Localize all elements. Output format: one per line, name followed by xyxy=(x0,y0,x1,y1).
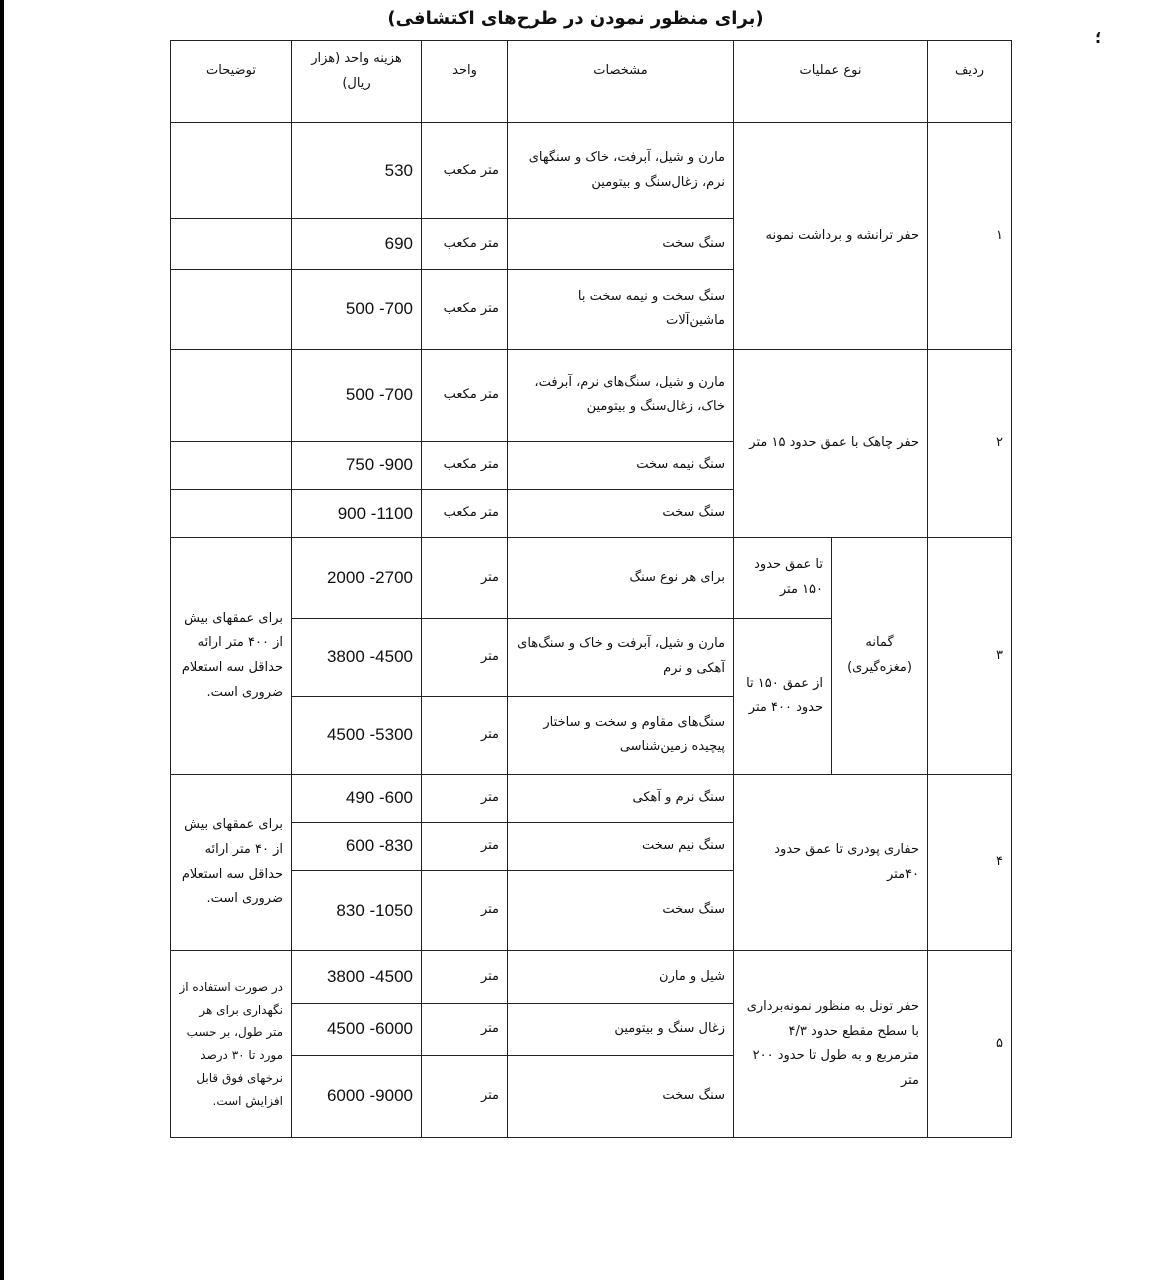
cost-cell: 3800 -4500 xyxy=(292,618,422,696)
header-row-no: ردیف xyxy=(928,41,1012,123)
cost-cell: 530 xyxy=(292,123,422,219)
spec-cell: سنگ سخت xyxy=(508,490,734,538)
cost-cell: 500 -700 xyxy=(292,349,422,441)
spec-cell: سنگ سخت xyxy=(508,871,734,951)
cost-cell: 6000 -9000 xyxy=(292,1055,422,1137)
unit-cell: متر مکعب xyxy=(422,219,508,269)
unit-cell: متر xyxy=(422,618,508,696)
spec-cell: سنگ نیمه سخت xyxy=(508,442,734,490)
header-cost: هزینه واحد (هزار ریال) xyxy=(292,41,422,123)
spec-cell: سنگ سخت xyxy=(508,1055,734,1137)
header-unit: واحد xyxy=(422,41,508,123)
table-row xyxy=(171,774,1012,822)
unit-cell: متر xyxy=(422,951,508,1003)
row-number: ۵ xyxy=(928,951,1012,1138)
operation-type: حفر تونل به منظور نمونه‌برداری با سطح مقطع حدود ۴/۳ مترمربع و به طول تا حدود ۲۰۰ متر xyxy=(734,951,928,1138)
cost-cell: 830 -1050 xyxy=(292,871,422,951)
cost-cell: 4500 -5300 xyxy=(292,696,422,774)
notes-cell xyxy=(171,490,292,538)
cost-table xyxy=(170,40,1012,1138)
header-notes: توضیحات xyxy=(171,41,292,123)
table-row xyxy=(171,951,1012,1003)
cost-cell: 690 xyxy=(292,219,422,269)
depth-range: از عمق ۱۵۰ تا حدود ۴۰۰ متر xyxy=(734,618,832,774)
unit-cell: متر xyxy=(422,1055,508,1137)
cost-cell: 2000 -2700 xyxy=(292,538,422,618)
notes-cell: برای عمقهای بیش از ۴۰۰ متر ارائه حداقل سه استعلام ضروری است. xyxy=(171,538,292,775)
spec-cell: مارن و شیل، آبرفت، خاک و سنگهای نرم، زغال‌سنگ و بیتومین xyxy=(508,123,734,219)
cost-cell: 500 -700 xyxy=(292,269,422,349)
notes-cell xyxy=(171,123,292,219)
cost-cell: 490 -600 xyxy=(292,774,422,822)
spec-cell: سنگ نرم و آهکی xyxy=(508,774,734,822)
unit-cell: متر مکعب xyxy=(422,349,508,441)
table-row xyxy=(171,349,1012,441)
table-row xyxy=(171,123,1012,219)
row-number: ۳ xyxy=(928,538,1012,775)
operation-type: حفاری پودری تا عمق حدود ۴۰متر xyxy=(734,774,928,950)
spec-cell: سنگ سخت xyxy=(508,219,734,269)
unit-cell: متر مکعب xyxy=(422,442,508,490)
cost-cell: 750 -900 xyxy=(292,442,422,490)
spec-cell: سنگ‌های مقاوم و سخت و ساختار پیچیده زمین‌شناسی xyxy=(508,696,734,774)
corner-mark: ؛ xyxy=(1095,28,1102,47)
page-title: (برای منظور نمودن در طرح‌های اکتشافی) xyxy=(387,8,764,29)
row-number: ۱ xyxy=(928,123,1012,350)
notes-cell xyxy=(171,442,292,490)
row-number: ۲ xyxy=(928,349,1012,538)
notes-cell: در صورت استفاده از نگهداری برای هر متر طول، بر حسب مورد تا ۳۰ درصد نرخهای فوق قابل افزایش است. xyxy=(171,951,292,1138)
table-row xyxy=(171,538,1012,618)
page-edge xyxy=(0,0,4,1280)
cost-cell: 3800 -4500 xyxy=(292,951,422,1003)
header-row xyxy=(171,41,1012,123)
spec-cell: مارن و شیل، سنگ‌های نرم، آبرفت، خاک، زغال‌سنگ و بیتومین xyxy=(508,349,734,441)
notes-cell: برای عمقهای بیش از ۴۰ متر ارائه حداقل سه استعلام ضروری است. xyxy=(171,774,292,950)
spec-cell: زغال سنگ و بیتومین xyxy=(508,1003,734,1055)
unit-cell: متر مکعب xyxy=(422,123,508,219)
spec-cell: سنگ سخت و نیمه سخت با ماشین‌آلات xyxy=(508,269,734,349)
unit-cell: متر xyxy=(422,538,508,618)
operation-type: گمانه (مغزه‌گیری) xyxy=(832,538,928,775)
notes-cell xyxy=(171,349,292,441)
unit-cell: متر xyxy=(422,823,508,871)
spec-cell: برای هر نوع سنگ xyxy=(508,538,734,618)
operation-type: حفر ترانشه و برداشت نمونه xyxy=(734,123,928,350)
cost-cell: 600 -830 xyxy=(292,823,422,871)
header-specs: مشخصات xyxy=(508,41,734,123)
unit-cell: متر xyxy=(422,871,508,951)
header-operation: نوع عملیات xyxy=(734,41,928,123)
unit-cell: متر xyxy=(422,774,508,822)
operation-type: حفر چاهک با عمق حدود ۱۵ متر xyxy=(734,349,928,538)
depth-range: تا عمق حدود ۱۵۰ متر xyxy=(734,538,832,618)
cost-cell: 900 -1100 xyxy=(292,490,422,538)
unit-cell: متر مکعب xyxy=(422,269,508,349)
notes-cell xyxy=(171,269,292,349)
unit-cell: متر xyxy=(422,696,508,774)
spec-cell: شیل و مارن xyxy=(508,951,734,1003)
unit-cell: متر مکعب xyxy=(422,490,508,538)
unit-cell: متر xyxy=(422,1003,508,1055)
spec-cell: مارن و شیل، آبرفت و خاک و سنگ‌های آهکی و نرم xyxy=(508,618,734,696)
cost-cell: 4500 -6000 xyxy=(292,1003,422,1055)
notes-cell xyxy=(171,219,292,269)
spec-cell: سنگ نیم سخت xyxy=(508,823,734,871)
row-number: ۴ xyxy=(928,774,1012,950)
